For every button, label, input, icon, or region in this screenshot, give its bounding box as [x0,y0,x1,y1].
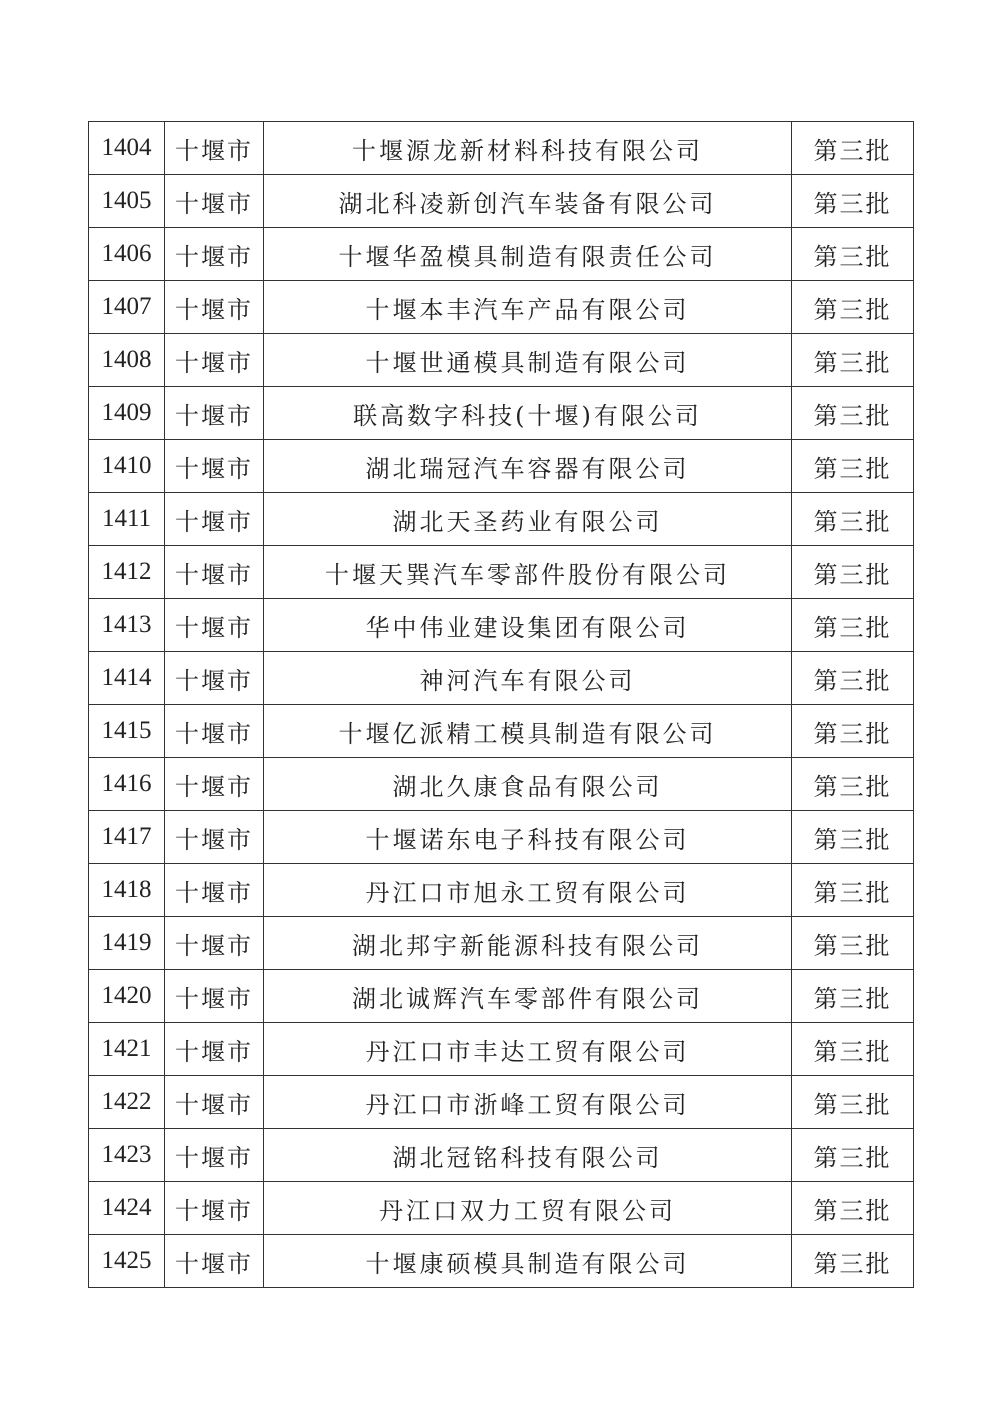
row-number-cell: 1410 [89,440,165,493]
table-row [89,758,914,811]
company-name-cell: 湖北邦宇新能源科技有限公司 [264,917,792,970]
table-row [89,917,914,970]
batch-cell: 第三批 [792,758,914,811]
row-number-cell: 1418 [89,864,165,917]
table-row [89,652,914,705]
batch-cell: 第三批 [792,228,914,281]
city-cell: 十堰市 [165,440,264,493]
company-name-cell: 丹江口市丰达工贸有限公司 [264,1023,792,1076]
row-number-cell: 1414 [89,652,165,705]
row-number-cell: 1419 [89,917,165,970]
city-cell: 十堰市 [165,970,264,1023]
company-name-cell: 湖北久康食品有限公司 [264,758,792,811]
company-name-cell: 十堰华盈模具制造有限责任公司 [264,228,792,281]
table-row [89,1182,914,1235]
batch-cell: 第三批 [792,493,914,546]
company-name-cell: 十堰天巽汽车零部件股份有限公司 [264,546,792,599]
city-cell: 十堰市 [165,281,264,334]
city-cell: 十堰市 [165,705,264,758]
company-name-cell: 华中伟业建设集团有限公司 [264,599,792,652]
company-list-body [89,122,914,1288]
city-cell: 十堰市 [165,1129,264,1182]
table-row [89,281,914,334]
city-cell: 十堰市 [165,122,264,175]
batch-cell: 第三批 [792,1235,914,1288]
city-cell: 十堰市 [165,652,264,705]
table-row [89,864,914,917]
row-number-cell: 1424 [89,1182,165,1235]
company-name-cell: 湖北天圣药业有限公司 [264,493,792,546]
row-number-cell: 1404 [89,122,165,175]
batch-cell: 第三批 [792,387,914,440]
city-cell: 十堰市 [165,1182,264,1235]
company-name-cell: 十堰世通模具制造有限公司 [264,334,792,387]
batch-cell: 第三批 [792,175,914,228]
company-name-cell: 神河汽车有限公司 [264,652,792,705]
city-cell: 十堰市 [165,1076,264,1129]
row-number-cell: 1413 [89,599,165,652]
table-row [89,122,914,175]
row-number-cell: 1406 [89,228,165,281]
table-row [89,387,914,440]
city-cell: 十堰市 [165,334,264,387]
company-name-cell: 湖北冠铭科技有限公司 [264,1129,792,1182]
company-name-cell: 丹江口市浙峰工贸有限公司 [264,1076,792,1129]
batch-cell: 第三批 [792,705,914,758]
row-number-cell: 1422 [89,1076,165,1129]
table-row [89,705,914,758]
row-number-cell: 1412 [89,546,165,599]
company-name-cell: 丹江口双力工贸有限公司 [264,1182,792,1235]
city-cell: 十堰市 [165,1023,264,1076]
batch-cell: 第三批 [792,1023,914,1076]
batch-cell: 第三批 [792,334,914,387]
table-row [89,1076,914,1129]
batch-cell: 第三批 [792,546,914,599]
city-cell: 十堰市 [165,546,264,599]
table-row [89,493,914,546]
batch-cell: 第三批 [792,811,914,864]
batch-cell: 第三批 [792,917,914,970]
row-number-cell: 1417 [89,811,165,864]
row-number-cell: 1407 [89,281,165,334]
batch-cell: 第三批 [792,281,914,334]
company-name-cell: 湖北科凌新创汽车装备有限公司 [264,175,792,228]
table-row [89,1235,914,1288]
company-name-cell: 十堰康硕模具制造有限公司 [264,1235,792,1288]
table-row [89,175,914,228]
city-cell: 十堰市 [165,811,264,864]
company-name-cell: 十堰本丰汽车产品有限公司 [264,281,792,334]
row-number-cell: 1411 [89,493,165,546]
company-name-cell: 联高数字科技(十堰)有限公司 [264,387,792,440]
table-row [89,599,914,652]
company-name-cell: 十堰亿派精工模具制造有限公司 [264,705,792,758]
row-number-cell: 1421 [89,1023,165,1076]
city-cell: 十堰市 [165,864,264,917]
company-name-cell: 丹江口市旭永工贸有限公司 [264,864,792,917]
city-cell: 十堰市 [165,493,264,546]
row-number-cell: 1416 [89,758,165,811]
table-row [89,334,914,387]
batch-cell: 第三批 [792,1129,914,1182]
company-list-table [88,121,914,1288]
company-name-cell: 湖北瑞冠汽车容器有限公司 [264,440,792,493]
batch-cell: 第三批 [792,440,914,493]
batch-cell: 第三批 [792,599,914,652]
row-number-cell: 1420 [89,970,165,1023]
table-row [89,1023,914,1076]
row-number-cell: 1425 [89,1235,165,1288]
row-number-cell: 1415 [89,705,165,758]
row-number-cell: 1409 [89,387,165,440]
table-row [89,228,914,281]
row-number-cell: 1408 [89,334,165,387]
company-name-cell: 湖北诚辉汽车零部件有限公司 [264,970,792,1023]
table-row [89,440,914,493]
row-number-cell: 1405 [89,175,165,228]
batch-cell: 第三批 [792,864,914,917]
table-row [89,546,914,599]
table-row [89,811,914,864]
city-cell: 十堰市 [165,599,264,652]
table-row [89,970,914,1023]
city-cell: 十堰市 [165,228,264,281]
city-cell: 十堰市 [165,1235,264,1288]
batch-cell: 第三批 [792,970,914,1023]
city-cell: 十堰市 [165,917,264,970]
company-name-cell: 十堰源龙新材料科技有限公司 [264,122,792,175]
company-name-cell: 十堰诺东电子科技有限公司 [264,811,792,864]
city-cell: 十堰市 [165,175,264,228]
batch-cell: 第三批 [792,652,914,705]
table-row [89,1129,914,1182]
row-number-cell: 1423 [89,1129,165,1182]
batch-cell: 第三批 [792,122,914,175]
batch-cell: 第三批 [792,1182,914,1235]
city-cell: 十堰市 [165,387,264,440]
city-cell: 十堰市 [165,758,264,811]
batch-cell: 第三批 [792,1076,914,1129]
